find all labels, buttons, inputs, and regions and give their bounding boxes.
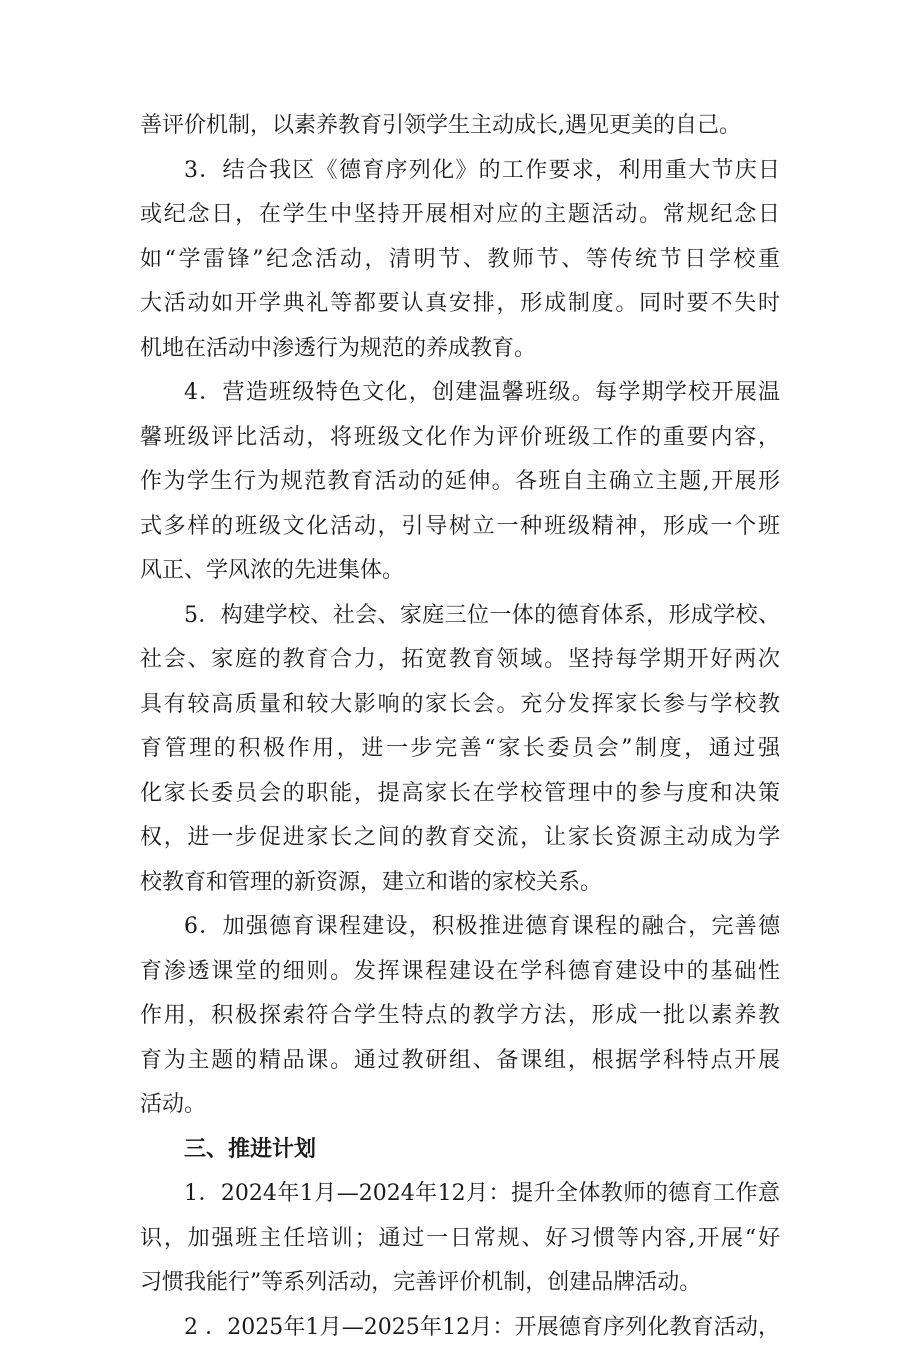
paragraph-item-3 bbox=[140, 149, 780, 372]
text-line: 作用，积极探索符合学生特点的教学方法，形成一批以素养教 bbox=[140, 994, 780, 1039]
text-line: 1．2024年1月—2024年12月：提升全体教师的德育工作意 bbox=[140, 1172, 780, 1217]
plan-item-1 bbox=[140, 1172, 780, 1306]
text-line: 育渗透课堂的细则。发挥课程建设在学科德育建设中的基础性 bbox=[140, 950, 780, 995]
text-line: 大活动如开学典礼等都要认真安排，形成制度。同时要不失时 bbox=[140, 282, 780, 327]
text-line: 育为主题的精品课。通过教研组、备课组，根据学科特点开展 bbox=[140, 1039, 780, 1084]
text-line: 如“学雷锋”纪念活动，清明节、教师节、等传统节日学校重 bbox=[140, 238, 780, 283]
paragraph-item-5 bbox=[140, 594, 780, 906]
text-line: 式多样的班级文化活动，引导树立一种班级精神，形成一个班 bbox=[140, 505, 780, 550]
text-line: 4．营造班级特色文化，创建温馨班级。每学期学校开展温 bbox=[140, 371, 780, 416]
text-line: 或纪念日，在学生中坚持开展相对应的主题活动。常规纪念日 bbox=[140, 193, 780, 238]
text-line: 馨班级评比活动，将班级文化作为评价班级工作的重要内容， bbox=[140, 416, 780, 461]
text-line: 活动。 bbox=[140, 1083, 780, 1128]
paragraph-item-4 bbox=[140, 371, 780, 594]
text-line: 善评价机制，以素养教育引领学生主动成长,遇见更美的自己。 bbox=[140, 104, 780, 149]
paragraph-item-6 bbox=[140, 905, 780, 1128]
text-line: 识，加强班主任培训；通过一日常规、好习惯等内容,开展“好 bbox=[140, 1217, 780, 1262]
text-line: 社会、家庭的教育合力，拓宽教育领域。坚持每学期开好两次 bbox=[140, 638, 780, 683]
text-line: 育管理的积极作用，进一步完善“家长委员会”制度，通过强 bbox=[140, 727, 780, 772]
text-line: 3．结合我区《德育序列化》的工作要求，利用重大节庆日 bbox=[140, 149, 780, 194]
document-page bbox=[140, 104, 780, 1350]
text-line: 具有较高质量和较大影响的家长会。充分发挥家长参与学校教 bbox=[140, 683, 780, 728]
text-line: 习惯我能行”等系列活动，完善评价机制，创建品牌活动。 bbox=[140, 1261, 780, 1306]
section-heading: 三、推进计划 bbox=[140, 1128, 780, 1173]
text-line: 作为学生行为规范教育活动的延伸。各班自主确立主题,开展形 bbox=[140, 460, 780, 505]
text-line: 风正、学风浓的先进集体。 bbox=[140, 549, 780, 594]
paragraph-continuation bbox=[140, 104, 780, 149]
plan-item-2 bbox=[140, 1306, 780, 1350]
text-line: 化家长委员会的职能，提高家长在学校管理中的参与度和决策 bbox=[140, 772, 780, 817]
text-line: 5．构建学校、社会、家庭三位一体的德育体系，形成学校、 bbox=[140, 594, 780, 639]
text-line: 权，进一步促进家长之间的教育交流，让家长资源主动成为学 bbox=[140, 816, 780, 861]
text-line: 校教育和管理的新资源，建立和谐的家校关系。 bbox=[140, 861, 780, 906]
text-line: 机地在活动中渗透行为规范的养成教育。 bbox=[140, 327, 780, 372]
text-line: 6．加强德育课程建设，积极推进德育课程的融合，完善德 bbox=[140, 905, 780, 950]
text-line: 2 ．2025年1月—2025年12月：开展德育序列化教育活动， bbox=[140, 1306, 780, 1350]
